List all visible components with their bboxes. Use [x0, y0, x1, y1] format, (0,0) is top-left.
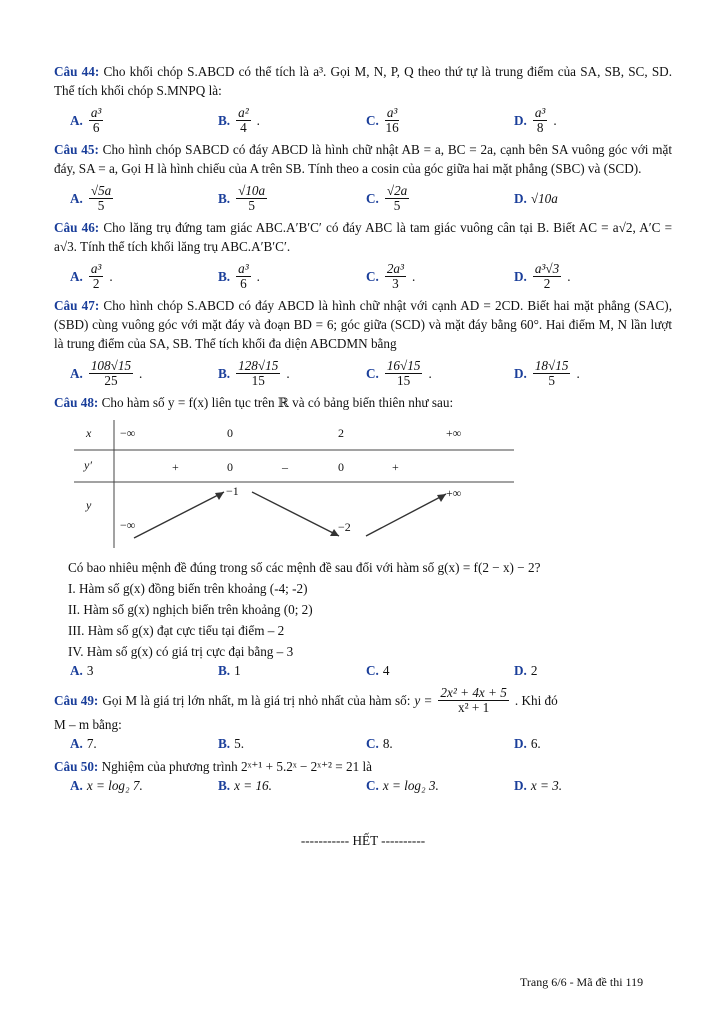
- question-44-options: [70, 100, 672, 140]
- question-49-options: [70, 734, 672, 753]
- statement-1: I. Hàm số g(x) đồng biến trên khoảng (-4; -2): [68, 581, 308, 596]
- question-44-label: Câu 44:: [54, 64, 100, 79]
- question-48: Câu 48: Cho hàm số y = f(x) liên tục trên ℝ và có bảng biến thiên như sau:: [54, 395, 454, 410]
- option-c[interactable]: C. x = log₂ 3.: [366, 778, 439, 793]
- option-c[interactable]: C. $\frac{16√15}{15}$ .: [366, 357, 432, 388]
- question-47: Câu 47: Cho hình chóp S.ABCD có đáy ABCD là hình chữ nhật với cạnh AD = 2CD. Biết hai mặt phẳng (SAC), (SBD) cùng vuông góc với mặt đáy và đoạn BD = 6; góc giữa (SCD) và mặt đáy bằng 60°. Hai điểm M, N lần lượt là trung điểm của SA, SB. Thể tích khối đa diện ABCDMN bằng: [54, 298, 672, 351]
- question-49: Câu 49: Gọi M là giá trị lớn nhất, m là giá trị nhỏ nhất của hàm số: y = $\frac{\text{2x² + 4x + 5}}{\text{x² + 1}}$ . Khi đó: [54, 685, 558, 715]
- question-50: Câu 50: Nghiệm của phương trình 2ˣ⁺¹ + 5.2ˣ − 2ˣ⁺² = 21 là: [54, 759, 373, 774]
- option-d[interactable]: D. 2: [514, 663, 538, 678]
- option-d[interactable]: D. √10a: [514, 190, 558, 206]
- arrow-increase-1: [134, 492, 224, 538]
- question-47-options: [70, 353, 672, 393]
- question-46-options: [70, 256, 672, 296]
- option-c[interactable]: C. $\frac{\text{a³}}{16}$: [366, 104, 399, 135]
- statement-4: IV. Hàm số g(x) có giá trị cực đại bằng – 3: [68, 644, 294, 659]
- option-c[interactable]: C. $\frac{√2a}{5}$: [366, 182, 408, 213]
- x-label: x: [86, 426, 92, 440]
- question-48-prompt: Có bao nhiêu mệnh đề đúng trong số các mệnh đề sau đối với hàm số g(x) = f(2 − x) − 2?: [68, 560, 541, 575]
- option-d[interactable]: D. x = 3.: [514, 778, 563, 793]
- option-a[interactable]: A. 3: [70, 663, 94, 678]
- question-48-options: [70, 661, 672, 680]
- option-c[interactable]: C. 8.: [366, 736, 393, 751]
- option-c[interactable]: C. $\frac{\text{2a³}}{3}$ .: [366, 260, 416, 291]
- arrow-increase-2: [366, 494, 446, 536]
- variation-table: x −∞ 0 2 +∞ y′ + 0 – 0 + y −∞ −1 −2 +∞: [74, 420, 514, 550]
- arrow-decrease: [252, 492, 339, 536]
- option-b[interactable]: B. x = 16.: [218, 778, 272, 793]
- option-b[interactable]: B. $\frac{\text{a³}}{6}$ .: [218, 260, 260, 291]
- option-b[interactable]: B. $\frac{√10a}{5}$: [218, 182, 266, 213]
- question-45: Câu 45: Cho hình chóp SABCD có đáy ABCD là hình chữ nhật AB = a, BC = 2a, cạnh bên SA vuông góc với mặt đáy, SA = a, Gọi H là hình chiếu của A trên SB. Tính theo a cosin của góc giữa hai mặt phẳng (SBC) và (SCD).: [54, 142, 672, 176]
- question-50-options: [70, 776, 672, 795]
- question-45-options: [70, 178, 672, 218]
- option-a[interactable]: A. $\frac{\text{a³}}{6}$: [70, 104, 102, 135]
- option-d[interactable]: D. $\frac{\text{a³√3}}{2}$ .: [514, 260, 571, 291]
- option-a[interactable]: A. 7.: [70, 736, 97, 751]
- option-b[interactable]: B. 1: [218, 663, 241, 678]
- option-a[interactable]: A. x = log₂ 7.: [70, 778, 143, 793]
- option-d[interactable]: D. $\frac{18√15}{5}$ .: [514, 357, 580, 388]
- question-44-text: Cho khối chóp S.ABCD có thể tích là a³. Gọi M, N, P, Q theo thứ tự là trung điểm của SA, SB, SC, SD. Thể tích khối chóp S.MNPQ là:: [54, 64, 672, 98]
- question-49-cont: M – m bằng:: [54, 717, 122, 732]
- statement-3: III. Hàm số g(x) đạt cực tiểu tại điểm – 2: [68, 623, 285, 638]
- option-a[interactable]: A. $\frac{108√15}{25}$ .: [70, 357, 143, 388]
- end-marker: ----------- HẾT ----------: [300, 833, 426, 848]
- question-44: [54, 62, 672, 100]
- question-46: Câu 46: Cho lăng trụ đứng tam giác ABC.A′B′C′ có đáy ABC là tam giác vuông cân tại B. Biết AC = a√2, A′C = a√3. Tính thể tích khối lăng trụ ABC.A′B′C′.: [54, 220, 673, 254]
- y-label: y: [86, 498, 92, 512]
- option-d[interactable]: D. 6.: [514, 736, 541, 751]
- option-b[interactable]: B. 5.: [218, 736, 244, 751]
- option-a[interactable]: A. $\frac{\text{a³}}{2}$ .: [70, 260, 113, 291]
- statement-2: II. Hàm số g(x) nghịch biến trên khoảng (0; 2): [68, 602, 313, 617]
- page-footer: Trang 6/6 - Mã đề thi 119: [520, 975, 644, 989]
- option-a[interactable]: A. $\frac{√5a}{5}$: [70, 182, 112, 213]
- yprime-label: y′: [84, 458, 92, 472]
- option-c[interactable]: C. 4: [366, 663, 390, 678]
- option-b[interactable]: B. $\frac{\text{a²}}{4}$ .: [218, 104, 260, 135]
- function-fraction: $\frac{\text{2x² + 4x + 5}}{\text{x² + 1}}$: [440, 685, 507, 715]
- exam-page: [54, 62, 672, 863]
- option-b[interactable]: B. $\frac{128√15}{15}$ .: [218, 357, 290, 388]
- option-d[interactable]: D. $\frac{\text{a³}}{8}$ .: [514, 104, 557, 135]
